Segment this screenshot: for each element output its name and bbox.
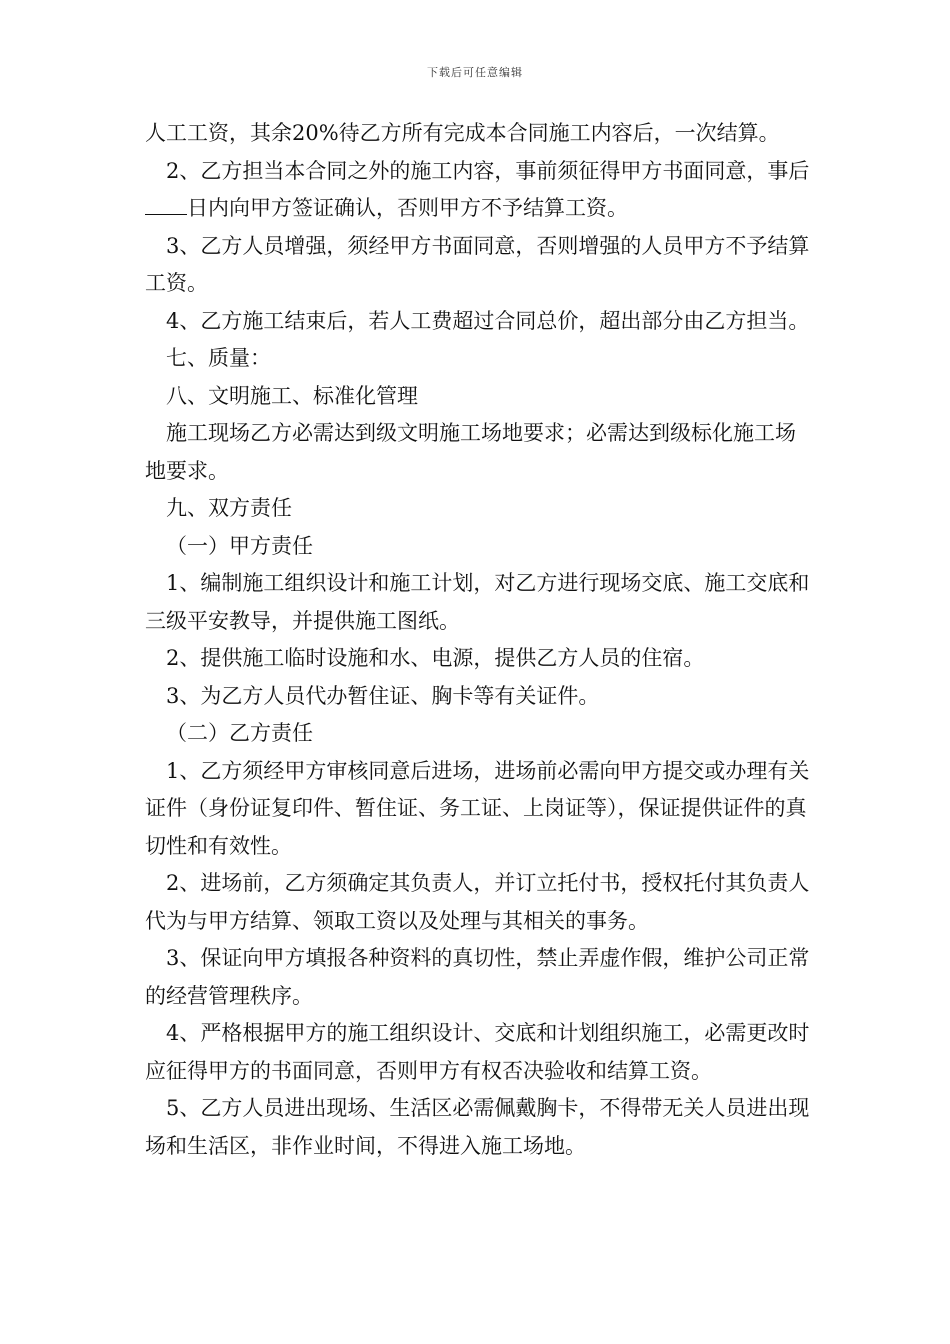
- paragraph-3: 3、乙方人员增强，须经甲方书面同意，否则增强的人员甲方不予结算工资。: [145, 233, 810, 295]
- party-a-item-2: 2、提供施工临时设施和水、电源，提供乙方人员的住宿。: [166, 646, 705, 670]
- subheading-party-a: （一）甲方责任: [166, 533, 313, 558]
- subheading-party-b: （二）乙方责任: [166, 721, 313, 745]
- section-heading-civilized-construction: 八、文明施工、标准化管理: [166, 383, 418, 408]
- paragraph-4: 4、乙方施工结束后，若人工费超过合同总价，超出部分由乙方担当。: [166, 308, 810, 333]
- party-b-item-1: 1、乙方须经甲方审核同意后进场，进场前必需向甲方提交或办理有关证件（身份证复印件、暂住证、务工证、上岗证等），保证提供证件的真切性和有效性。: [145, 758, 810, 858]
- party-a-item-1: 1、编制施工组织设计和施工计划，对乙方进行现场交底、施工交底和三级平安教导，并提供施工图纸。: [145, 571, 810, 633]
- section-heading-responsibilities: 九、双方责任: [166, 496, 292, 520]
- party-b-item-5: 5、乙方人员进出现场、生活区必需佩戴胸卡，不得带无关人员进出现场和生活区，非作业时间，不得进入施工场地。: [145, 1096, 810, 1158]
- paragraph-2-tail: 日内向甲方签证确认，否则甲方不予结算工资。: [187, 196, 628, 220]
- paragraph-2: [145, 153, 810, 228]
- party-a-item-3: 3、为乙方人员代办暂住证、胸卡等有关证件。: [166, 683, 600, 708]
- party-b-item-4: 4、严格根据甲方的施工组织设计、交底和计划组织施工，必需更改时应征得甲方的书面同意，否则甲方有权否决验收和结算工资。: [145, 1021, 810, 1083]
- paragraph-2-text: 2、乙方担当本合同之外的施工内容，事前须征得甲方书面同意，事后: [166, 158, 810, 183]
- party-b-item-2: 2、进场前，乙方须确定其负责人，并订立托付书，授权托付其负责人代为与甲方结算、领取工资以及处理与其相关的事务。: [145, 871, 810, 933]
- party-b-item-3: 3、保证向甲方填报各种资料的真切性，禁止弄虚作假，维护公司正常的经营管理秩序。: [145, 946, 810, 1008]
- fill-in-blank: [145, 196, 187, 215]
- page-header: 下载后可任意编辑: [427, 66, 523, 79]
- paragraph-civilized-requirement: 施工现场乙方必需达到级文明施工场地要求；必需达到级标化施工场地要求。: [145, 421, 796, 483]
- paragraph-1: 人工工资，其余20%待乙方所有完成本合同施工内容后，一次结算。: [145, 121, 780, 145]
- section-heading-quality: 七、质量：: [166, 346, 271, 370]
- document-body: [145, 115, 810, 1165]
